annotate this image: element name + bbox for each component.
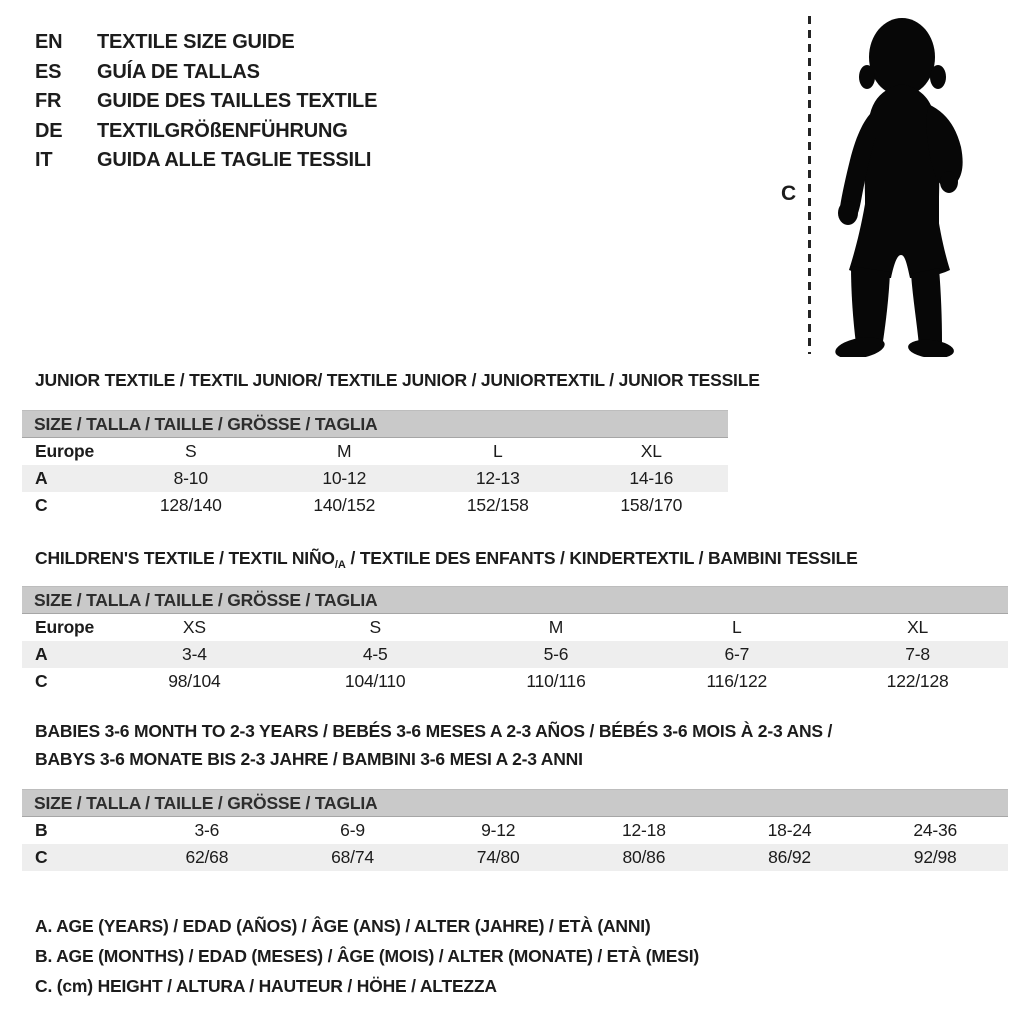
footnote-a: A. AGE (YEARS) / EDAD (AÑOS) / ÂGE (ANS) / ALTER (JAHRE) / ETÀ (ANNI) <box>35 915 651 936</box>
age-cell: 12-13 <box>475 468 520 488</box>
height-cell: 116/122 <box>706 671 768 691</box>
age-cell: 10-12 <box>322 468 367 488</box>
height-measure-dashed-line <box>808 16 811 354</box>
children-section-heading <box>35 548 858 571</box>
age-cell: 4-5 <box>362 644 388 664</box>
height-cell: 128/140 <box>159 495 222 515</box>
language-title-list <box>35 28 377 176</box>
lang-code: FR <box>35 90 62 113</box>
babies-section-heading-line1: BABIES 3-6 MONTH TO 2-3 YEARS / BEBÉS 3-6 MESES A 2-3 AÑOS / BÉBÉS 3-6 MOIS À 2-3 ANS / <box>35 721 833 741</box>
row-label: A <box>35 468 48 488</box>
children-heading-text: / TEXTILE DES ENFANTS / KINDERTEXTIL / BAMBINI TESSILE <box>345 548 858 568</box>
row-label: Europe <box>35 617 95 637</box>
lang-title: TEXTILE SIZE GUIDE <box>97 31 295 54</box>
row-label: Europe <box>35 441 95 461</box>
size-cell: M <box>548 617 564 637</box>
age-cell: 6-7 <box>724 644 750 664</box>
height-cell: 62/68 <box>185 847 229 867</box>
height-cell: 68/74 <box>331 847 374 867</box>
size-cell: XS <box>182 617 206 637</box>
age-cell: 3-6 <box>194 820 220 840</box>
height-cell: 86/92 <box>768 847 811 867</box>
table-row-europe <box>22 438 728 465</box>
table-header-bar: SIZE / TALLA / TAILLE / GRÖSSE / TAGLIA <box>22 789 1008 817</box>
lang-row-de <box>35 117 377 147</box>
size-cell: XL <box>640 441 662 461</box>
row-label: C <box>35 671 48 691</box>
lang-title: GUIDA ALLE TAGLIE TESSILI <box>97 149 372 172</box>
row-label: B <box>35 820 48 840</box>
age-cell: 3-4 <box>182 644 207 664</box>
table-header-bar: SIZE / TALLA / TAILLE / GRÖSSE / TAGLIA <box>22 586 1008 614</box>
age-cell: 8-10 <box>173 468 208 488</box>
lang-code: IT <box>35 149 53 172</box>
age-cell: 12-18 <box>621 820 666 840</box>
babies-section-heading-line2: BABYS 3-6 MONATE BIS 2-3 JAHRE / BAMBINI 3-6 MESI A 2-3 ANNI <box>35 749 583 769</box>
children-heading-subscript: /A <box>334 559 346 571</box>
lang-row-en <box>35 28 377 58</box>
height-cell: 104/110 <box>344 671 406 691</box>
table-row-height <box>22 668 1008 695</box>
age-cell: 24-36 <box>913 820 958 840</box>
size-cell: M <box>337 441 352 461</box>
footnote-c: C. (cm) HEIGHT / ALTURA / HAUTEUR / HÖHE / ALTEZZA <box>35 975 497 996</box>
lang-code: ES <box>35 60 62 83</box>
babies-size-table <box>22 789 1008 871</box>
lang-title: TEXTILGRÖßENFÜHRUNG <box>97 119 348 142</box>
children-heading-text: CHILDREN'S TEXTILE / TEXTIL NIÑO <box>35 548 335 568</box>
height-cell: 80/86 <box>622 847 666 867</box>
height-cell: 110/116 <box>526 671 586 691</box>
height-cell: 158/170 <box>620 495 683 515</box>
junior-section-heading: JUNIOR TEXTILE / TEXTIL JUNIOR/ TEXTILE JUNIOR / JUNIORTEXTIL / JUNIOR TESSILE <box>35 370 760 390</box>
size-cell: L <box>732 617 742 637</box>
footnote-b: B. AGE (MONTHS) / EDAD (MESES) / ÂGE (MOIS) / ALTER (MONATE) / ETÀ (MESI) <box>35 945 699 966</box>
height-cell: 74/80 <box>476 847 520 867</box>
table-row-height <box>22 492 728 519</box>
row-label: C <box>35 847 48 867</box>
toddler-silhouette <box>818 12 980 357</box>
age-cell: 14-16 <box>629 468 674 488</box>
size-cell: S <box>185 441 197 461</box>
height-cell: 98/104 <box>168 671 221 691</box>
lang-row-it <box>35 146 377 176</box>
height-cell: 152/158 <box>466 495 529 515</box>
age-cell: 5-6 <box>543 644 569 664</box>
height-cell: 140/152 <box>313 495 376 515</box>
lang-code: EN <box>35 31 63 54</box>
table-row-age-months <box>22 817 1008 844</box>
age-cell: 7-8 <box>905 644 930 664</box>
table-row-age <box>22 465 728 492</box>
size-cell: XL <box>907 617 929 637</box>
height-cell: 92/98 <box>913 847 957 867</box>
height-cell: 122/128 <box>886 671 949 691</box>
lang-row-es <box>35 58 377 88</box>
lang-row-fr <box>35 87 377 117</box>
size-cell: L <box>492 441 503 461</box>
row-label: A <box>35 644 48 664</box>
children-size-table <box>22 586 1008 695</box>
height-measure-label-c: C <box>781 182 796 205</box>
age-cell: 9-12 <box>481 820 516 840</box>
age-cell: 6-9 <box>340 820 365 840</box>
lang-title: GUÍA DE TALLAS <box>97 60 260 83</box>
table-row-height <box>22 844 1008 871</box>
lang-title: GUIDE DES TAILLES TEXTILE <box>97 90 378 113</box>
size-cell: S <box>369 617 381 637</box>
age-cell: 18-24 <box>767 820 812 840</box>
junior-size-table <box>22 410 728 519</box>
table-row-age <box>22 641 1008 668</box>
legend-footnotes <box>35 911 699 1001</box>
lang-code: DE <box>35 119 63 142</box>
table-row-europe <box>22 614 1008 641</box>
table-header-bar: SIZE / TALLA / TAILLE / GRÖSSE / TAGLIA <box>22 410 728 438</box>
row-label: C <box>35 495 48 515</box>
